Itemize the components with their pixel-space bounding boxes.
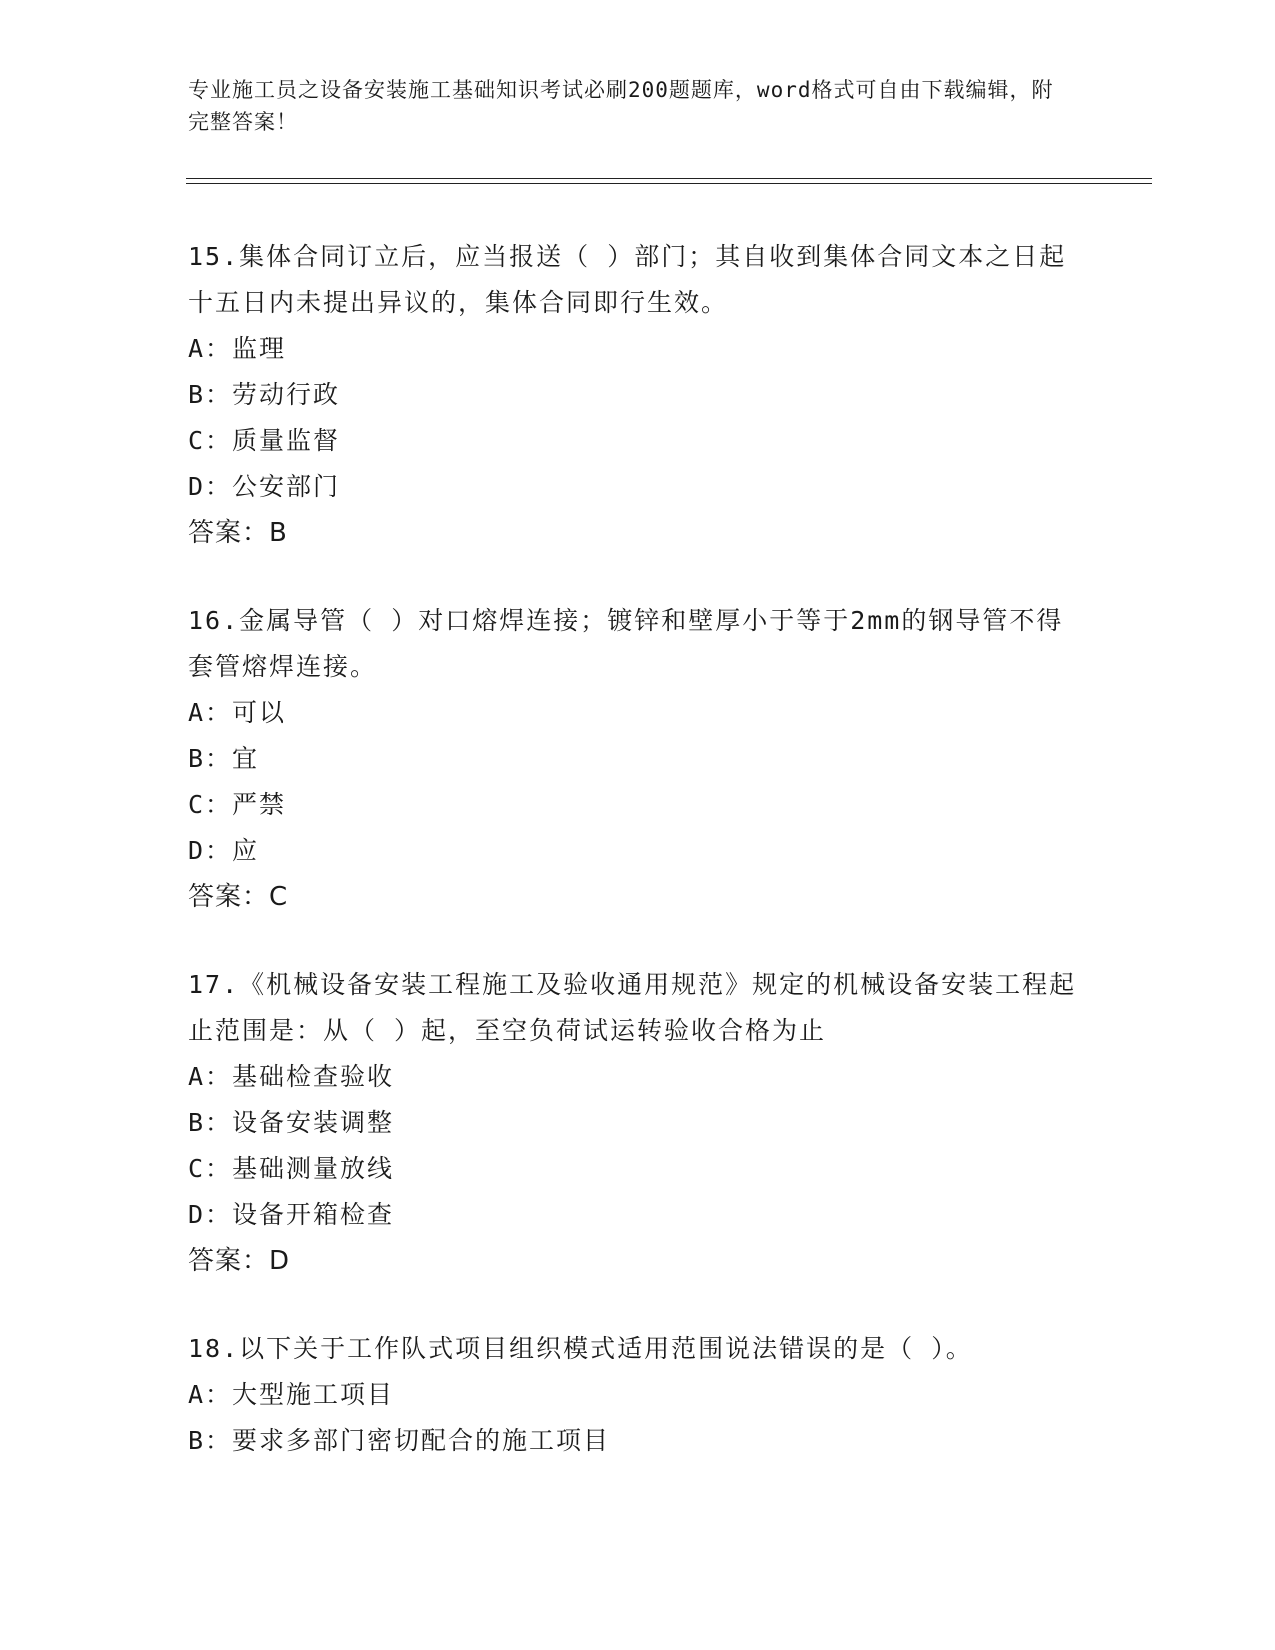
header-divider-bottom	[186, 183, 1152, 184]
option-a: A：基础检查验收	[188, 1062, 395, 1091]
question-text: 17.《机械设备安装工程施工及验收通用规范》规定的机械设备安装工程起止范围是：从（ ）起，至空负荷试运转验收合格为止	[188, 970, 1077, 1045]
option-c: C：基础测量放线	[188, 1154, 395, 1183]
option-d: D：应	[188, 836, 260, 865]
question-16	[188, 598, 1088, 920]
header-divider-top	[186, 178, 1152, 179]
question-text: 15.集体合同订立后，应当报送（ ）部门；其自收到集体合同文本之日起十五日内未提出异议的，集体合同即行生效。	[188, 242, 1067, 317]
option-b: B：要求多部门密切配合的施工项目	[188, 1426, 611, 1455]
option-b: B：宜	[188, 744, 260, 773]
question-15	[188, 234, 1088, 556]
answer: 答案：B	[188, 518, 288, 548]
question-text: 16.金属导管（ ）对口熔焊连接；镀锌和壁厚小于等于2mm的钢导管不得套管熔焊连接。	[188, 606, 1064, 681]
option-d: D：公安部门	[188, 472, 341, 501]
answer: 答案：D	[188, 1246, 291, 1276]
question-17	[188, 962, 1088, 1284]
question-text: 18.以下关于工作队式项目组织模式适用范围说法错误的是（ ）。	[188, 1334, 973, 1363]
answer: 答案：C	[188, 882, 289, 912]
option-c: C：严禁	[188, 790, 287, 819]
option-d: D：设备开箱检查	[188, 1200, 395, 1229]
option-c: C：质量监督	[188, 426, 341, 455]
option-a: A：大型施工项目	[188, 1380, 395, 1409]
option-b: B：设备安装调整	[188, 1108, 395, 1137]
option-a: A：可以	[188, 698, 287, 727]
option-b: B：劳动行政	[188, 380, 341, 409]
document-header: 专业施工员之设备安装施工基础知识考试必刷200题题库，word格式可自由下载编辑，附完整答案！	[188, 78, 1054, 134]
question-18	[188, 1326, 1088, 1464]
option-a: A：监理	[188, 334, 287, 363]
